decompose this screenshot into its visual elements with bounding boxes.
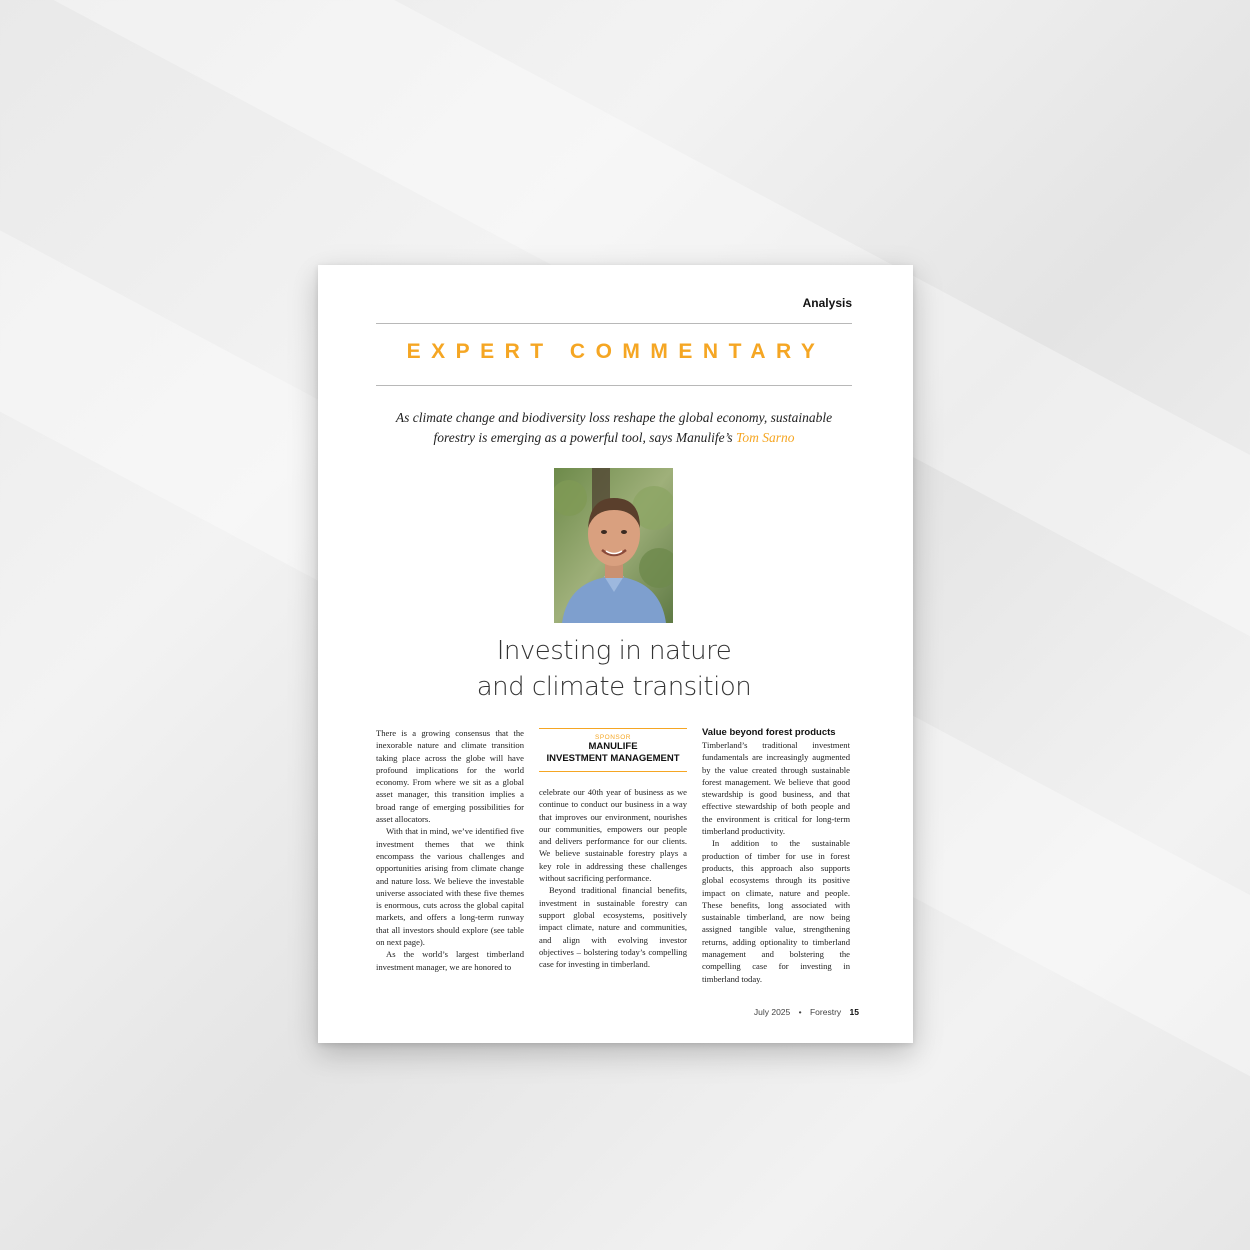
paragraph: In addition to the sustainable production of timber for use in forest products, this approach also supports global ecosystems through its positive impact on climate, nature and people. These benefits, long associated with sustainable timberland, are now being assigned tangible value, strengthening returns, adding optionality to timberland management and bolstering the compelling case for investing in timberland today. [702,838,850,984]
paragraph: celebrate our 40th year of business as we continue to conduct our business in a way that improves our environment, nourishes our communities, empowers our people and delivers performance for our clients. We believe sustainable forestry plays a key role in addressing these challenges without sacrificing performance. [539,787,687,884]
subheading: Value beyond forest products [702,727,836,738]
author-name: Tom Sarno [736,430,795,445]
sponsor-name-line-1: MANULIFE [588,741,638,752]
body-column-2 [539,727,687,970]
body-column-3 [702,727,850,985]
paragraph: Beyond traditional financial benefits, investment in sustainable forestry can support global ecosystems, positively impact climate, nature and communities, and align with evolving investor objectives – bolstering today’s compelling case for investing in timberland. [539,885,687,970]
top-rule [376,323,852,324]
headline [376,633,852,705]
kicker-rule [376,385,852,386]
paragraph: Timberland’s traditional investment fundamentals are increasingly augmented by the value created through sustainable forest management. We believe that good stewardship is good business, and that effective stewardship of both people and the environment is critical for long-term timberland productivity. [702,740,850,837]
paragraph: As the world’s largest timberland investment manager, we are honored to [376,949,524,972]
author-photo [554,468,673,623]
portrait-image [554,468,673,623]
section-label: Analysis [802,296,852,310]
publication-name: Forestry [809,1007,842,1017]
body-column-1 [376,727,524,973]
kicker-heading: EXPERT COMMENTARY [406,340,826,363]
page-number: 15 [849,1007,859,1017]
issue-date: July 2025 [753,1007,791,1017]
headline-line-2: and climate transition [476,672,752,702]
sponsor-tag: SPONSOR [594,734,631,741]
paragraph: With that in mind, we’ve identified five investment themes that we think encompass the various challenges and opportunities arising from climate change and nature loss. We believe the investable universe associated with these five themes is enormous, cuts across the global capital markets, and offers a long-term runway that all investors should explore (see table on next page). [376,826,524,948]
standfirst-text: As climate change and biodiversity loss reshape the global economy, sustainable forestry is emerging as a powerful tool, says Manulife’s [395,410,833,445]
paragraph: There is a growing consensus that the inexorable nature and climate transition taking place across the globe will have profound implications for the world economy. From where we sit as a global asset manager, this transition implies a broad range of emerging possibilities for asset allocators. [376,728,524,825]
bullet-separator: • [798,1007,802,1017]
page-footer [754,1007,859,1017]
sponsor-name-line-2: INVESTMENT MANAGEMENT [546,753,680,764]
standfirst [376,408,852,448]
magazine-page [318,265,913,1043]
headline-line-1: Investing in nature [496,636,732,666]
